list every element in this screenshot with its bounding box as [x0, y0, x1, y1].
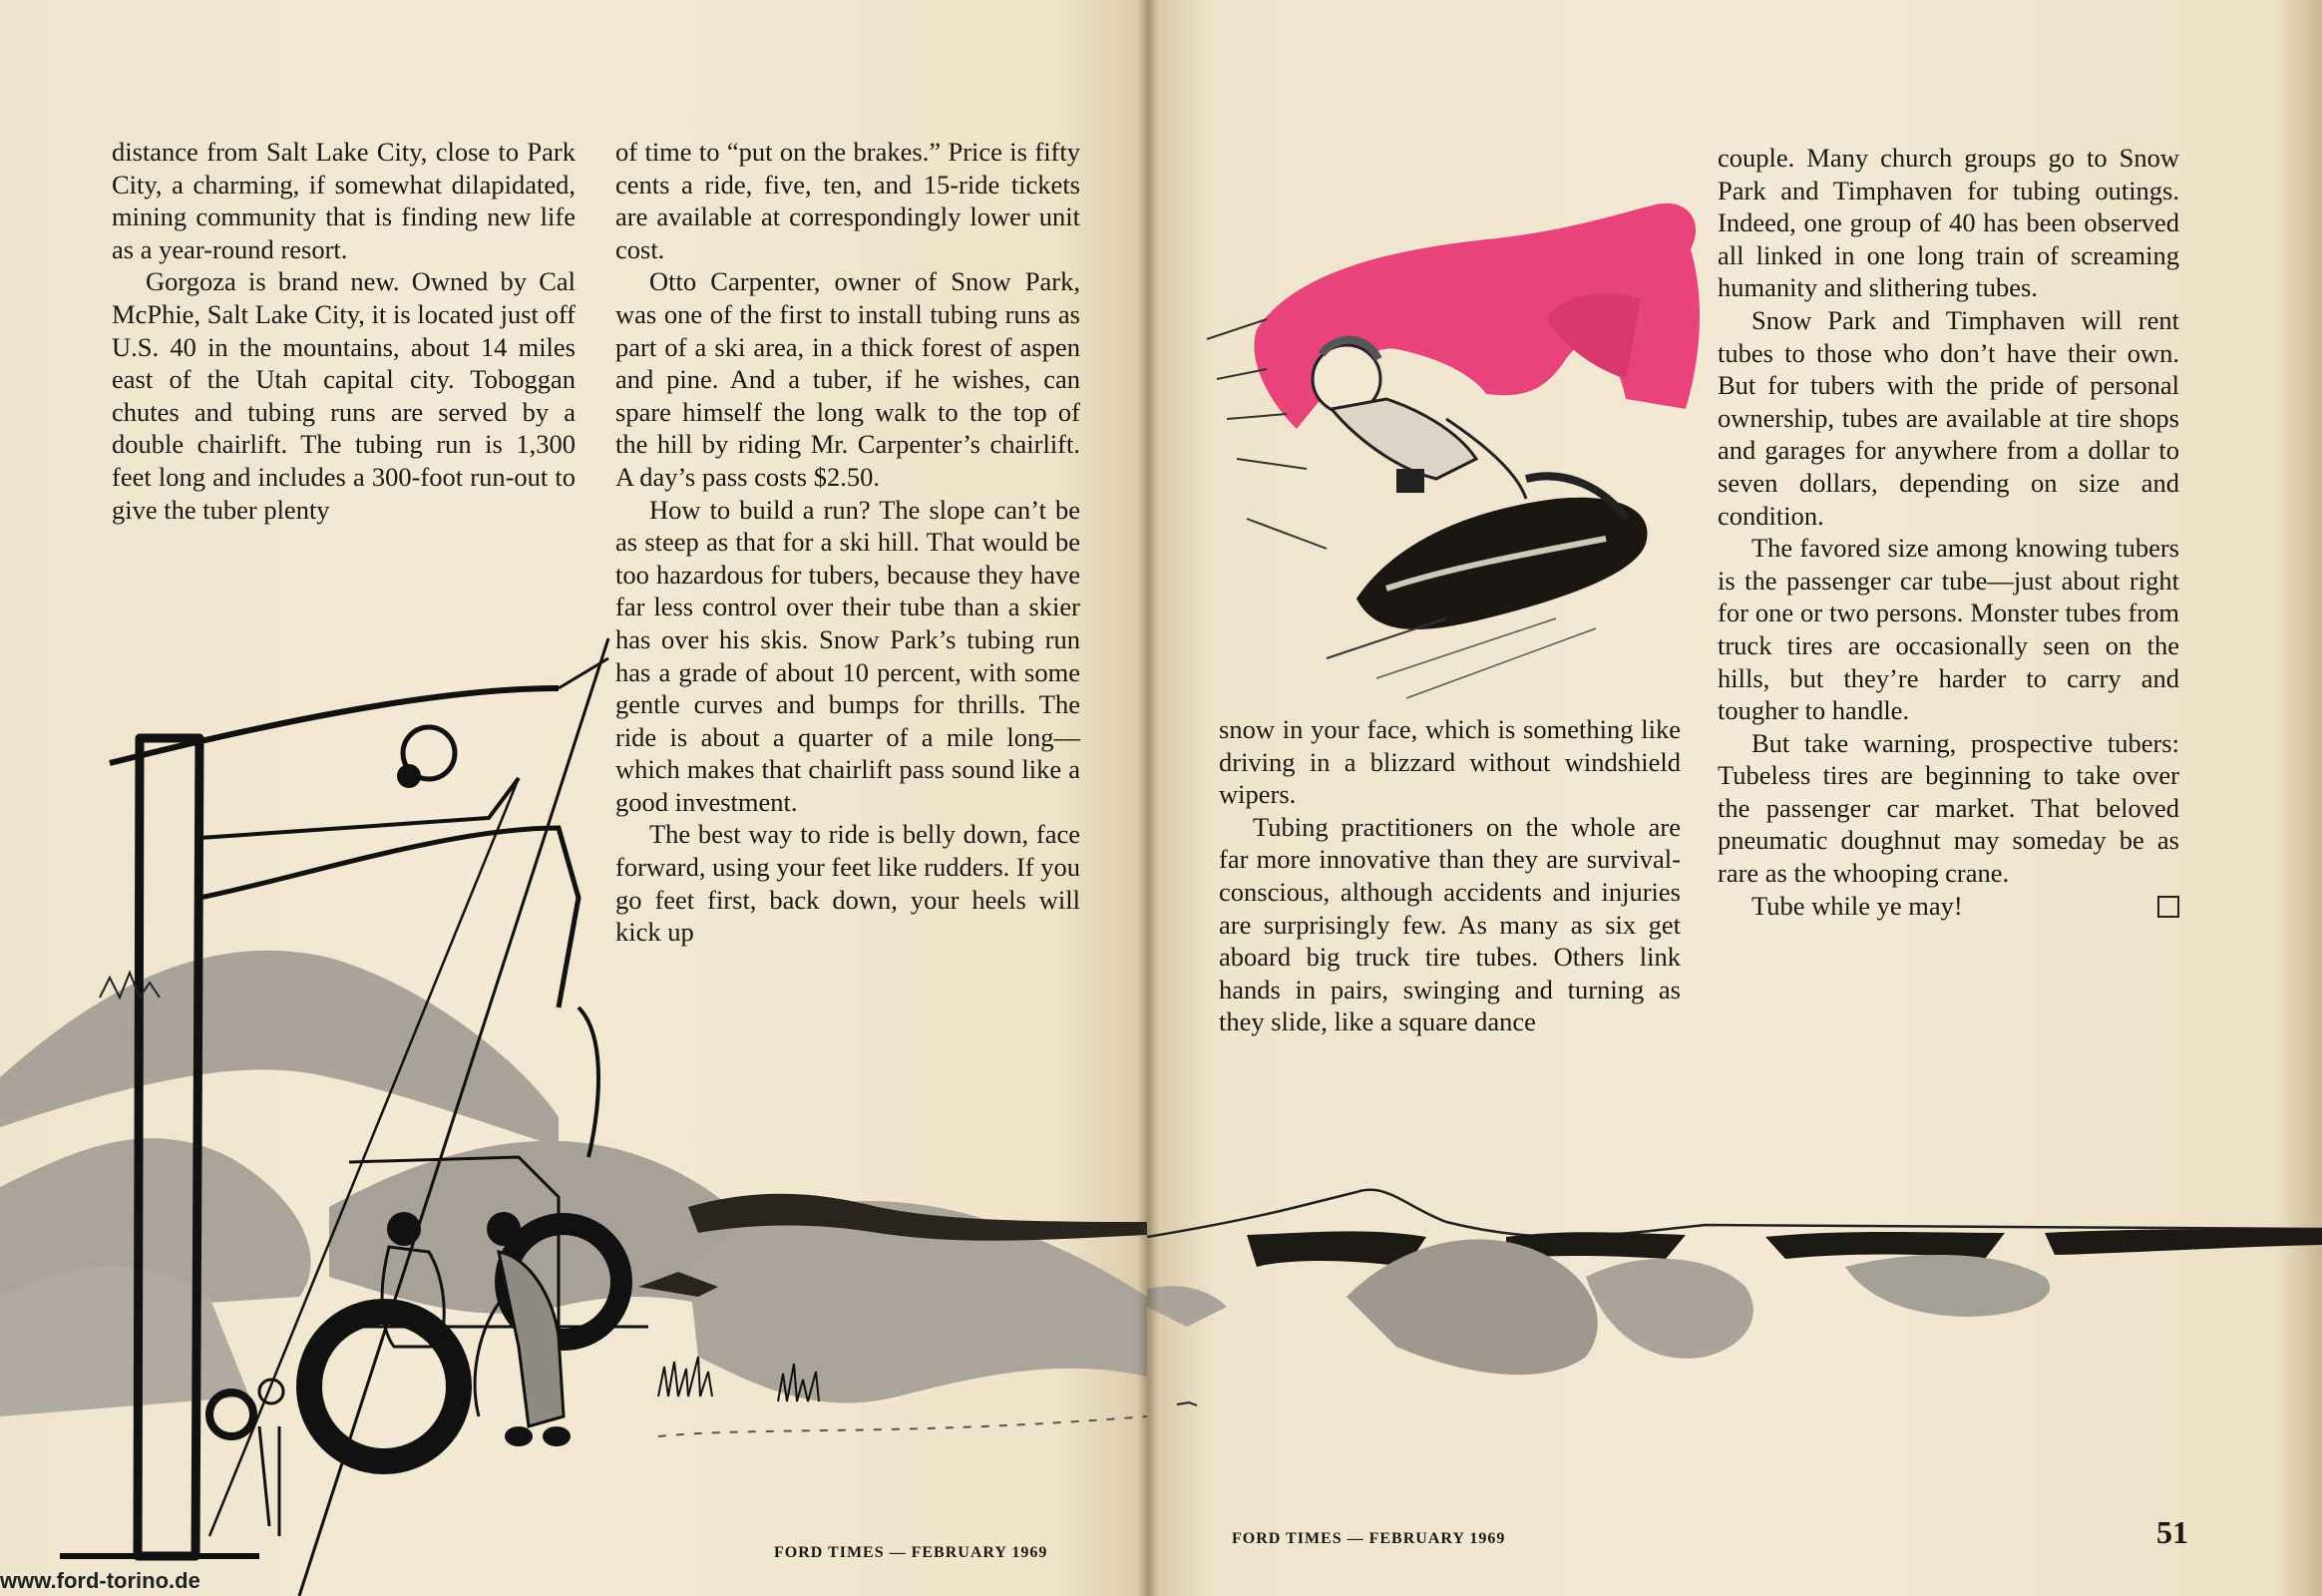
- paragraph: The favored size among knowing tubers is the passenger car tube—just about right for one or two persons. Monster tubes from truck tires are occasionally seen on the hills, but they’re harder to carry and tougher to handle.: [1718, 533, 2179, 726]
- paragraph: Otto Carpenter, owner of Snow Park, was one of the first to install tubing runs as part of a ski area, in a thick forest of aspen and pine. And a tuber, if he wishes, can spare himself the long walk to the top of the hill by riding Mr. Carpenter’s chairlift. A day’s pass costs $2.50.: [615, 266, 1080, 492]
- paragraph: Tubing practitioners on the whole are far more innovative than they are survival-conscious, although accidents and injuries are surprisingly few. As many as six get aboard big truck tire tubes. Others link hands in pairs, swinging and turning as they slide, like a square dance: [1219, 811, 1681, 1037]
- running-footer: FORD TIMES — FEBRUARY 1969: [774, 1544, 1048, 1561]
- paragraph: distance from Salt Lake City, close to Park City, a charming, if somewhat dilapidated, mining community that is finding new life as a year-round resort.: [112, 137, 576, 264]
- paragraph: of time to “put on the brakes.” Price is fifty cents a ride, five, ten, and 15-ride tickets are available at correspondingly lower unit cost.: [615, 137, 1080, 264]
- running-footer: FORD TIMES — FEBRUARY 1969: [1232, 1530, 1506, 1547]
- right-column-2: [1718, 142, 2179, 922]
- paragraph: snow in your face, which is something like driving in a blizzard without windshield wipers.: [1219, 714, 1681, 810]
- paragraph: couple. Many church groups go to Snow Park and Timphaven for tubing outings. Indeed, one group of 40 has been observed all linked in one long train of screaming humanity and slithering tubes.: [1718, 143, 2179, 303]
- paragraph: Gorgoza is brand new. Owned by Cal McPhie, Salt Lake City, it is located just off U.S. 40 in the mountains, about 14 miles east of the Utah capital city. Toboggan chutes and tubing runs are served by a double chairlift. The tubing run is 1,300 feet long and includes a 300-foot run-out to give the tuber plenty: [112, 266, 576, 525]
- paragraph: But take warning, prospective tubers: Tubeless tires are beginning to take over the passenger car market. That beloved pneumatic doughnut may someday be as rare as the whooping crane.: [1718, 727, 2179, 889]
- right-column-1: [1219, 713, 1681, 1038]
- closing-text: Tube while ye may!: [1751, 890, 1963, 921]
- watermark-url: www.ford-torino.de: [0, 1568, 200, 1593]
- left-column-2: [615, 136, 1080, 949]
- left-column-1: [112, 136, 576, 526]
- page-number: 51: [2156, 1514, 2188, 1550]
- closing-line: [1718, 890, 2179, 923]
- book-gutter: [1137, 0, 1159, 1596]
- left-page: [0, 0, 1147, 1596]
- paragraph: How to build a run? The slope can’t be as steep as that for a ski hill. That would be too hazardous for tubers, because they have far less control over their tube than a skier has over his skis. Snow Park’s tubing run has a grade of about 10 percent, with some gentle curves and bumps for thrills. The ride is about a quarter of a mile long—which makes that chairlift pass sound like a good investment.: [615, 494, 1080, 817]
- paragraph: The best way to ride is belly down, face forward, using your feet like rudders. If you go feet first, back down, your heels will kick up: [615, 819, 1080, 948]
- end-mark-icon: [2157, 896, 2179, 918]
- right-page: [1147, 0, 2322, 1596]
- paragraph: Snow Park and Timphaven will rent tubes to those who don’t have their own. But for tubers with the pride of personal ownership, tubes are available at tire shops and garages for anywhere from a dollar to seven dollars, depending on size and condition.: [1718, 304, 2179, 531]
